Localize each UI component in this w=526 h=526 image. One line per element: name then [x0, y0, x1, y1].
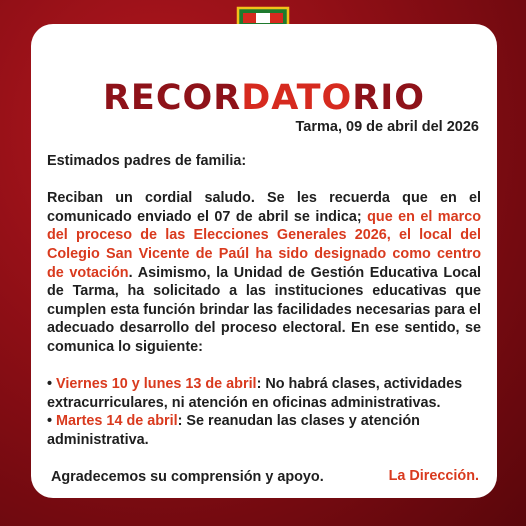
- signature: La Dirección.: [388, 468, 479, 484]
- main-paragraph: [47, 189, 481, 356]
- paragraph-highlight: que en el marco del proceso de las Elecciones Generales 2026, el local del Colegio San Vicente de Paúl ha sido designado como centro de votación: [47, 208, 481, 281]
- bullet-mark: •: [47, 413, 57, 430]
- thanks-line: Agradecemos su comprensión y apoyo.: [51, 469, 324, 486]
- title-part-2: DATO: [241, 78, 353, 118]
- page-title: [31, 78, 497, 118]
- paragraph-intro: Reciban un cordial saludo. Se les recuerda que en el comunicado enviado el 07 de abril se indica;: [47, 190, 481, 225]
- title-part-1: RECOR: [102, 78, 242, 118]
- title-part-3: RIO: [352, 78, 426, 118]
- greeting: Estimados padres de familia:: [47, 153, 247, 169]
- bullet-item: [47, 375, 481, 412]
- bullet-dates: Martes 14 de abril: [56, 413, 178, 430]
- bullet-text: : Se reanudan las clases y atención administrativa.: [47, 413, 420, 448]
- date-line: Tarma, 09 de abril del 2026: [295, 119, 479, 135]
- bullet-dates: Viernes 10 y lunes 13 de abril: [56, 376, 257, 393]
- bullet-mark: •: [47, 376, 57, 393]
- bullet-text: : No habrá clases, actividades extracurriculares, ni atención en oficinas administrativas.: [47, 376, 463, 411]
- letter-body: [47, 152, 481, 487]
- bullet-item: [47, 412, 481, 449]
- paragraph-rest: . Asimismo, la Unidad de Gestión Educativa Local de Tarma, ha solicitado a las instituciones educativas que cumplen esta función brindar las facilidades necesarias para el adecuado desarrollo del proceso electoral. En ese sentido, se comunica lo siguiente:: [47, 264, 481, 355]
